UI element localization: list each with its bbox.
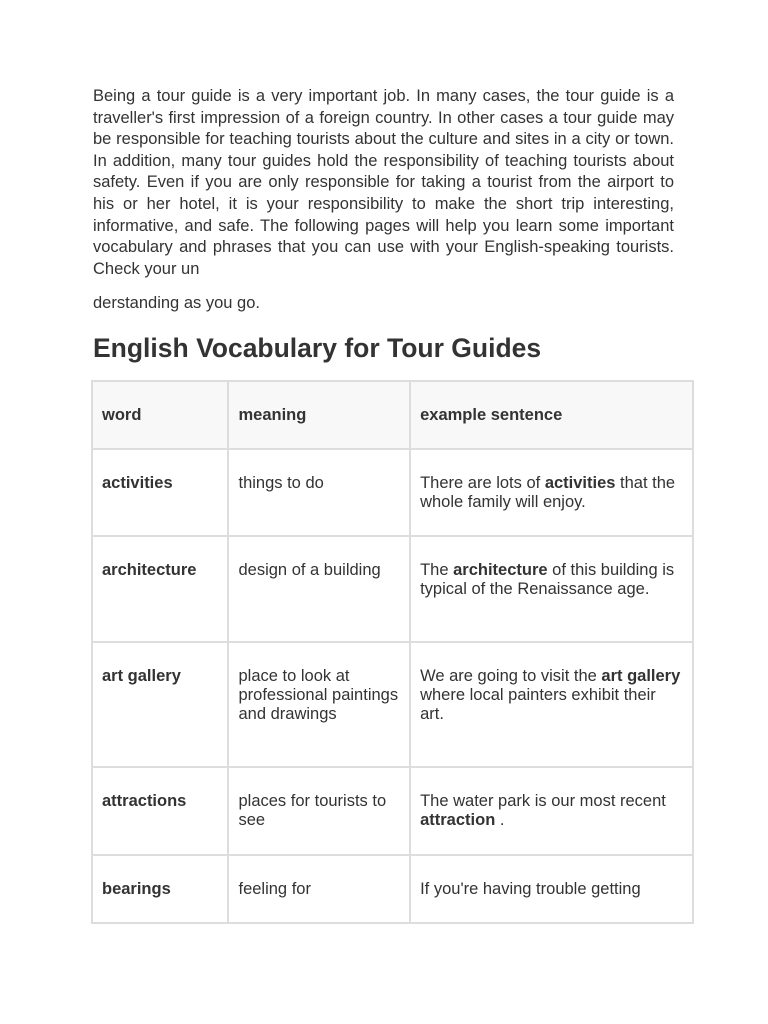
section-title: English Vocabulary for Tour Guides [93, 332, 542, 363]
example-text: There are lots of [420, 474, 545, 492]
meaning-cell: things to do [228, 449, 410, 536]
example-text: If you're having trouble getting [420, 880, 641, 898]
vocabulary-table [91, 380, 694, 924]
document-body [93, 86, 674, 365]
table-row [92, 536, 693, 642]
example-text: The water park is our most recent [420, 792, 666, 810]
example-cell [410, 449, 693, 536]
example-cell [410, 642, 693, 767]
example-keyword: art gallery [601, 667, 681, 685]
example-cell [410, 767, 693, 855]
meaning-cell: feeling for [228, 855, 410, 923]
table-header-row [92, 381, 693, 449]
intro-continuation: derstanding as you go. [93, 294, 260, 313]
meaning-cell: places for tourists to see [228, 767, 410, 855]
table-row [92, 642, 693, 767]
word-cell: activities [92, 449, 228, 536]
table-row [92, 855, 693, 923]
meaning-cell: design of a building [228, 536, 410, 642]
example-text: that the whole family will enjoy. [420, 474, 676, 511]
example-keyword: architecture [453, 561, 548, 579]
word-cell: art gallery [92, 642, 228, 767]
example-keyword: attraction [420, 811, 496, 829]
example-cell [410, 536, 693, 642]
example-keyword: activities [544, 474, 616, 492]
example-text: of this building is typical of the Renaissance age. [420, 561, 675, 598]
meaning-cell: place to look at professional paintings and drawings [228, 642, 410, 767]
example-cell [410, 855, 693, 923]
word-cell: attractions [92, 767, 228, 855]
table-row [92, 767, 693, 855]
intro-paragraph: Being a tour guide is a very important job. In many cases, the tour guide is a traveller's first impression of a foreign country. In other cases a tour guide may be responsible for teaching tourists about the culture and sites in a city or town. In addition, many tour guides hold the responsibility of teaching tourists about safety. Even if you are only responsible for taking a tourist from the airport to his or her hotel, it is your responsibility to make the short trip interesting, informative, and safe. The following pages will help you learn some important vocabulary and phrases that you can use with your English-speaking tourists. Check your un [93, 87, 674, 278]
word-cell: architecture [92, 536, 228, 642]
example-text: We are going to visit the [420, 667, 602, 685]
example-text: where local painters exhibit their art. [420, 686, 656, 723]
example-text: The [420, 561, 454, 579]
example-text: . [495, 811, 505, 829]
header-meaning: meaning [228, 381, 410, 449]
header-example: example sentence [410, 381, 693, 449]
header-word: word [92, 381, 228, 449]
word-cell: bearings [92, 855, 228, 923]
table-row [92, 449, 693, 536]
